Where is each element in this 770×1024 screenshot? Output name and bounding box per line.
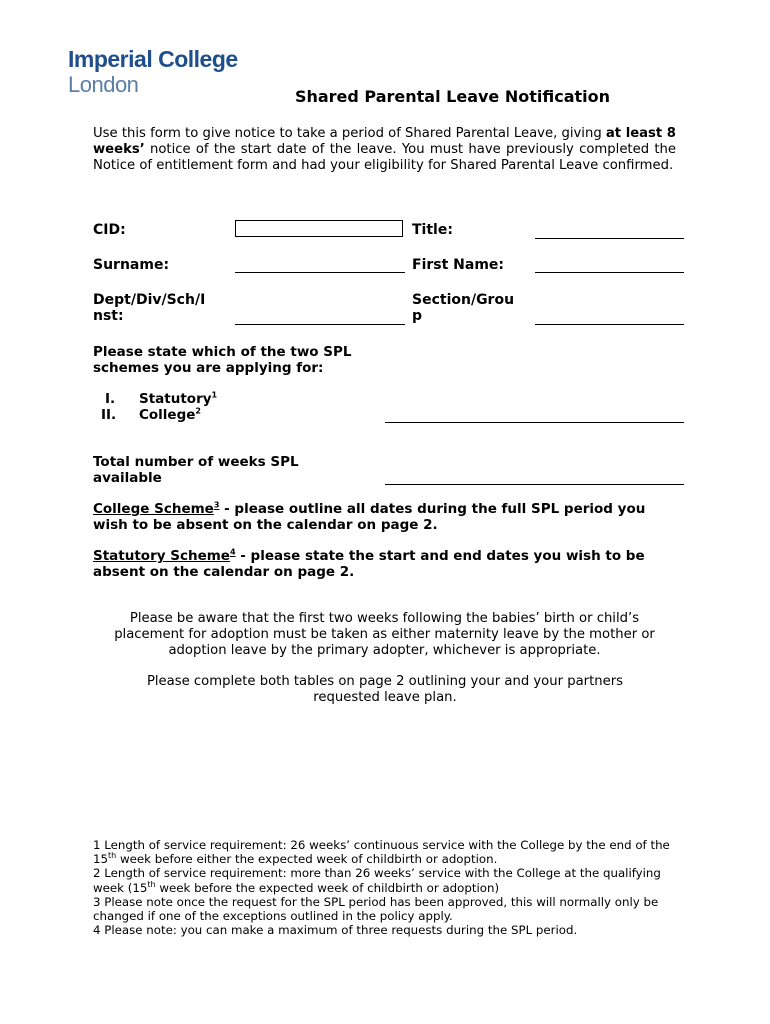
page-title: Shared Parental Leave Notification <box>294 87 611 106</box>
option1-text: Statutory <box>139 391 212 407</box>
total-weeks-field[interactable] <box>385 484 684 485</box>
intro-paragraph <box>93 126 676 174</box>
footnote-2-sup: th <box>147 879 156 889</box>
statutory-scheme-label: Statutory Scheme <box>93 548 230 564</box>
college-scheme-ref: 3 <box>213 500 220 510</box>
statutory-scheme-paragraph <box>93 548 683 580</box>
option2-text: College <box>139 407 196 423</box>
footnote-1-text-b: week before either the expected week of childbirth or adoption. <box>116 852 498 867</box>
option1-label <box>139 391 217 407</box>
footnote-2 <box>93 866 683 894</box>
dept-label <box>93 292 205 324</box>
first-name-label: First Name: <box>412 257 505 273</box>
cid-label: CID: <box>93 222 126 238</box>
statutory-scheme-ref: 4 <box>229 547 236 557</box>
option2-number: II. <box>101 407 117 423</box>
dept-field[interactable] <box>235 324 405 325</box>
option2-label <box>139 407 201 423</box>
college-scheme-paragraph <box>93 501 683 533</box>
logo-line1: Imperial College <box>68 46 238 72</box>
surname-label: Surname: <box>93 257 170 273</box>
scheme-choice-field[interactable] <box>385 422 684 423</box>
option2-footnote-ref: 2 <box>195 406 201 416</box>
footnote-4: 4 Please note: you can make a maximum of three requests during the SPL period. <box>93 923 578 938</box>
footnote-3: 3 Please note once the request for the SPL period has been approved, this will normally only be changed if one of the exceptions outlined in the policy apply. <box>93 894 659 924</box>
total-weeks-line2: available <box>93 470 162 486</box>
title-label: Title: <box>412 222 453 238</box>
total-weeks-line1: Total number of weeks SPL <box>93 454 299 470</box>
surname-field[interactable] <box>235 272 405 273</box>
notice-first-two-weeks: Please be aware that the first two weeks following the babies’ birth or child’s placement for adoption must be taken as either maternity leave by the mother or adoption leave by the primary adopter, whichever is appropriate. <box>114 611 655 658</box>
option1-footnote-ref: 1 <box>211 390 218 400</box>
intro-text-2: notice of the start date of the leave. You must have previously completed the Notice of entitlement form and had your eligibility for Shared Parental Leave confirmed. <box>93 142 676 173</box>
cid-field[interactable] <box>235 220 403 237</box>
statutory-scheme-text: - please state the start and end dates you wish to be absent on the calendar on page 2. <box>93 548 645 580</box>
logo-line2: London <box>68 72 139 97</box>
total-weeks-label <box>93 454 299 486</box>
dept-label-line1: Dept/Div/Sch/I <box>93 292 206 308</box>
college-scheme-label: College Scheme <box>93 501 214 517</box>
footnote-1-text-a: 1 Length of service requirement: 26 weeks’ continuous service with the College by the end of the 15 <box>93 838 670 867</box>
footnote-1 <box>93 838 683 866</box>
footnote-1-sup: th <box>108 851 117 861</box>
footnotes <box>93 838 683 937</box>
section-label <box>412 292 514 324</box>
section-label-line1: Section/Grou <box>412 292 515 308</box>
intro-bold: at least 8 weeks’ <box>93 126 676 157</box>
notice-complete-tables: Please complete both tables on page 2 outlining your and your partners requested leave plan. <box>146 674 624 705</box>
dept-label-line2: nst: <box>93 308 124 324</box>
college-scheme-text: - please outline all dates during the full SPL period you wish to be absent on the calendar on page 2. <box>93 501 646 533</box>
scheme-question-line2: schemes you are applying for: <box>93 360 324 376</box>
intro-text-1: Use this form to give notice to take a period of Shared Parental Leave, giving <box>93 126 606 141</box>
scheme-question-line1: Please state which of the two SPL <box>93 344 352 360</box>
footnote-2-text-a: 2 Length of service requirement: more than 26 weeks’ service with the College at the qualifying week (15 <box>93 866 661 895</box>
footnote-2-text-b: week before the expected week of childbirth or adoption) <box>155 880 500 895</box>
first-name-field[interactable] <box>535 272 684 273</box>
option1-number: I. <box>105 391 116 407</box>
scheme-question <box>93 344 352 376</box>
section-label-line2: p <box>412 308 423 324</box>
section-field[interactable] <box>535 324 684 325</box>
title-field[interactable] <box>535 238 684 239</box>
